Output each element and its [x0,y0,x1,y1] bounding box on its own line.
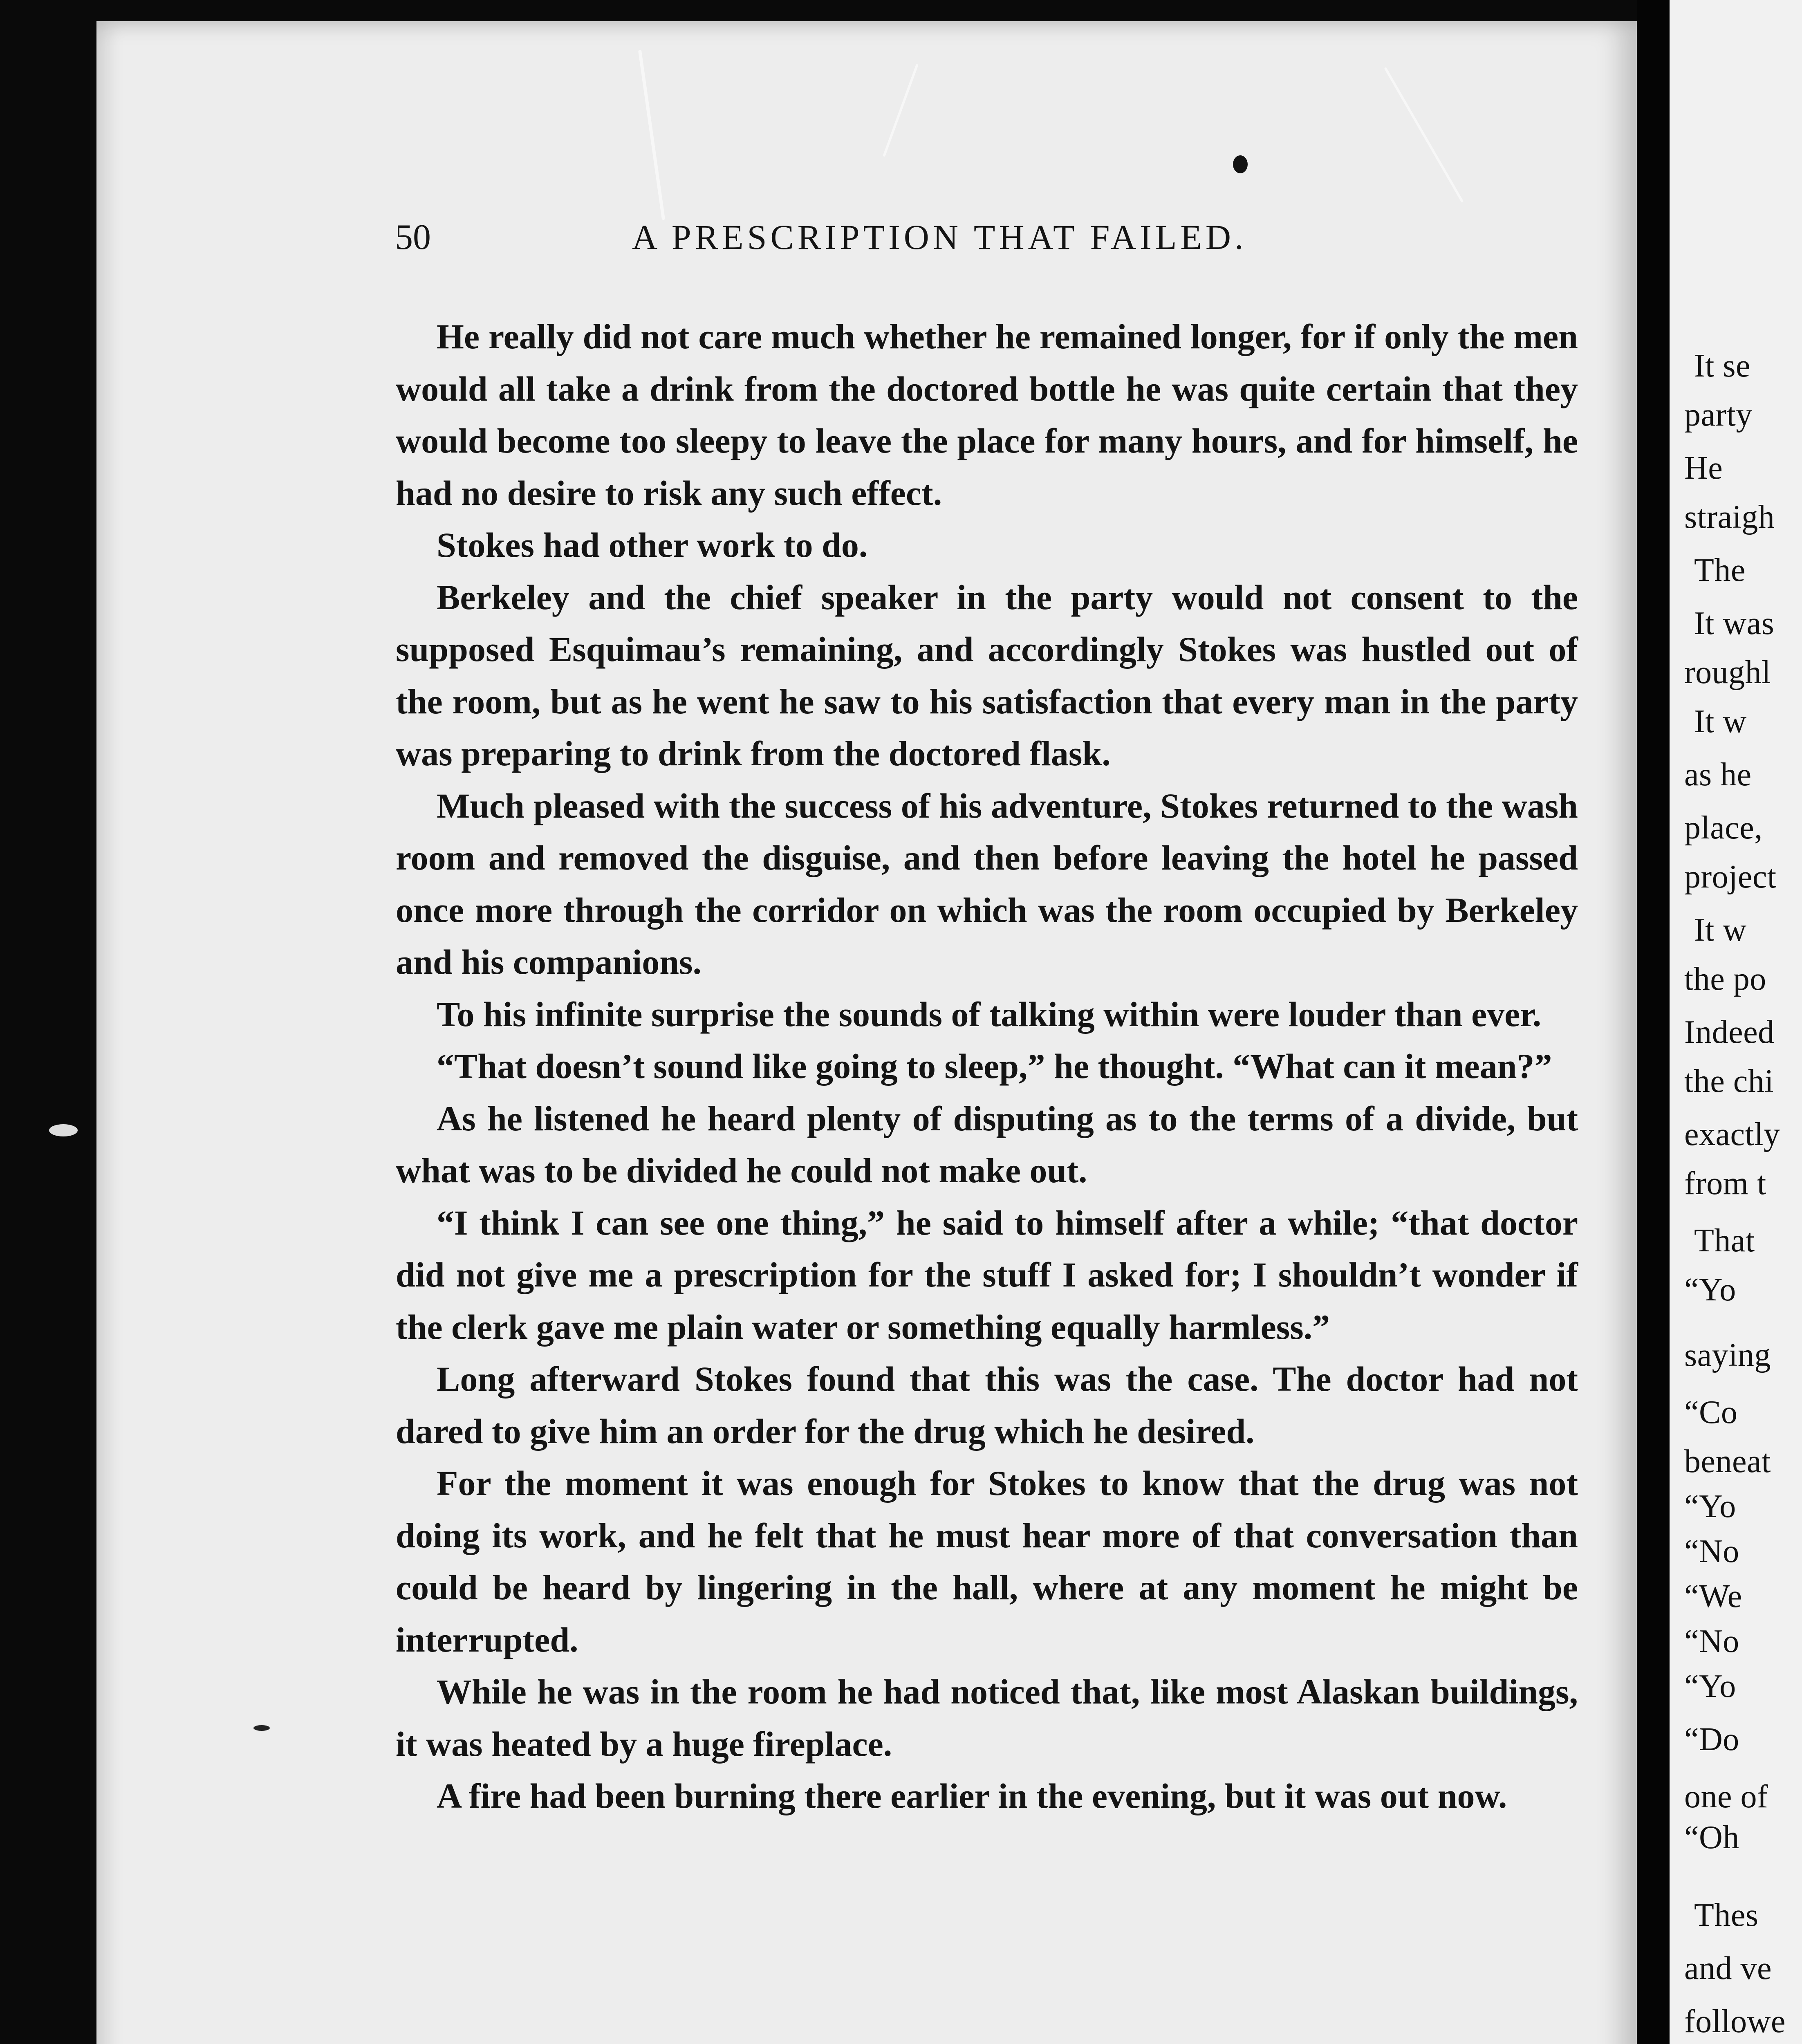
ink-dot [1233,155,1248,173]
right-page-line: He [1684,450,1723,486]
paragraph: As he listened he heard plenty of disputing as to the terms of a divide, but what was to be divided he could not make out. [396,1098,1578,1190]
right-page-line: the chi [1684,1063,1774,1099]
right-page-line: party [1684,397,1753,433]
running-title: A PRESCRIPTION THAT FAILED. [632,217,1247,257]
right-page-line: “Yo [1684,1668,1736,1704]
right-page-line: Thes [1694,1897,1759,1933]
right-page-line: It w [1694,912,1747,948]
paragraph: “That doesn’t sound like going to sleep,” he thought. “What can it mean?” [437,1047,1552,1086]
paragraph: Much pleased with the success of his adventure, Stokes returned to the wash room and removed the disguise, and then before leaving the hotel he passed once more through the corridor on which was the room occupied by Berkeley and his companions. [396,786,1578,982]
page-header [395,217,1572,266]
right-page-line: from t [1684,1165,1766,1201]
right-page-line: “No [1684,1623,1739,1659]
right-page-line: saying [1684,1337,1771,1373]
right-page-line: place, [1684,810,1763,846]
right-page-line: followe [1684,2004,1786,2040]
right-page-line: the po [1684,961,1766,997]
paragraph: To his infinite surprise the sounds of talking within were louder than ever. [437,994,1542,1034]
right-page-line: Indeed [1684,1014,1775,1050]
paragraph: Stokes had other work to do. [437,525,868,565]
right-page-line: exactly [1684,1116,1780,1152]
paragraph: For the moment it was enough for Stokes to know that the drug was not doing its work, and he felt that he must hear more of that conversation than could be heard by lingering in the hall, where at any moment he might be interrupted. [396,1464,1578,1659]
right-page-line: It se [1694,348,1751,384]
right-page-line: project [1684,859,1777,895]
right-page-line: It w [1694,704,1747,740]
scan-speck [253,1725,270,1731]
paragraph: A fire had been burning there earlier in the evening, but it was out now. [437,1776,1507,1815]
right-page-line: “No [1684,1533,1739,1569]
body-text [396,311,1578,1822]
paragraph: “I think I can see one thing,” he said to himself after a while; “that doctor did not give me a prescription for the stuff I asked for; I shouldn’t wonder if the clerk gave me plain water or something equally harmless.” [396,1203,1578,1347]
paragraph: He really did not care much whether he remained longer, for if only the men would all take a drink from the doctored bottle he was quite certain that they would become too sleepy to leave the place for many hours, and for himself, he had no desire to risk any such effect. [396,317,1578,513]
right-page-line: “Oh [1684,1820,1739,1856]
right-page-line: as he [1684,757,1752,793]
right-page-line: “Do [1684,1721,1739,1757]
right-page-line: That [1694,1223,1755,1259]
right-page-line: “Yo [1684,1488,1736,1524]
paragraph: While he was in the room he had noticed that, like most Alaskan buildings, it was heated by a huge fireplace. [396,1672,1578,1764]
paragraph: Berkeley and the chief speaker in the party would not consent to the supposed Esquimau’s remaining, and accordingly Stokes was hustled out of the room, but as he went he saw to his satisfaction that every man in the party was preparing to drink from the doctored flask. [396,577,1578,773]
page-number: 50 [395,217,431,257]
page-gutter [1637,0,1670,2044]
right-page-line: straigh [1684,499,1775,535]
right-page-line: The [1694,552,1746,588]
right-page-line: and ve [1684,1950,1772,1986]
scan-speck [49,1124,78,1136]
right-page [1670,0,1802,2044]
right-page-line: “We [1684,1578,1742,1614]
right-page-line: one of [1684,1779,1768,1815]
paragraph: Long afterward Stokes found that this was the case. The doctor had not dared to give him an order for the drug which he desired. [396,1359,1578,1451]
right-page-line: “Yo [1684,1272,1736,1308]
right-page-line: “Co [1684,1394,1738,1430]
right-page-line: beneat [1684,1443,1771,1479]
right-page-line: roughl [1684,654,1771,690]
right-page-line: It was [1694,605,1775,641]
